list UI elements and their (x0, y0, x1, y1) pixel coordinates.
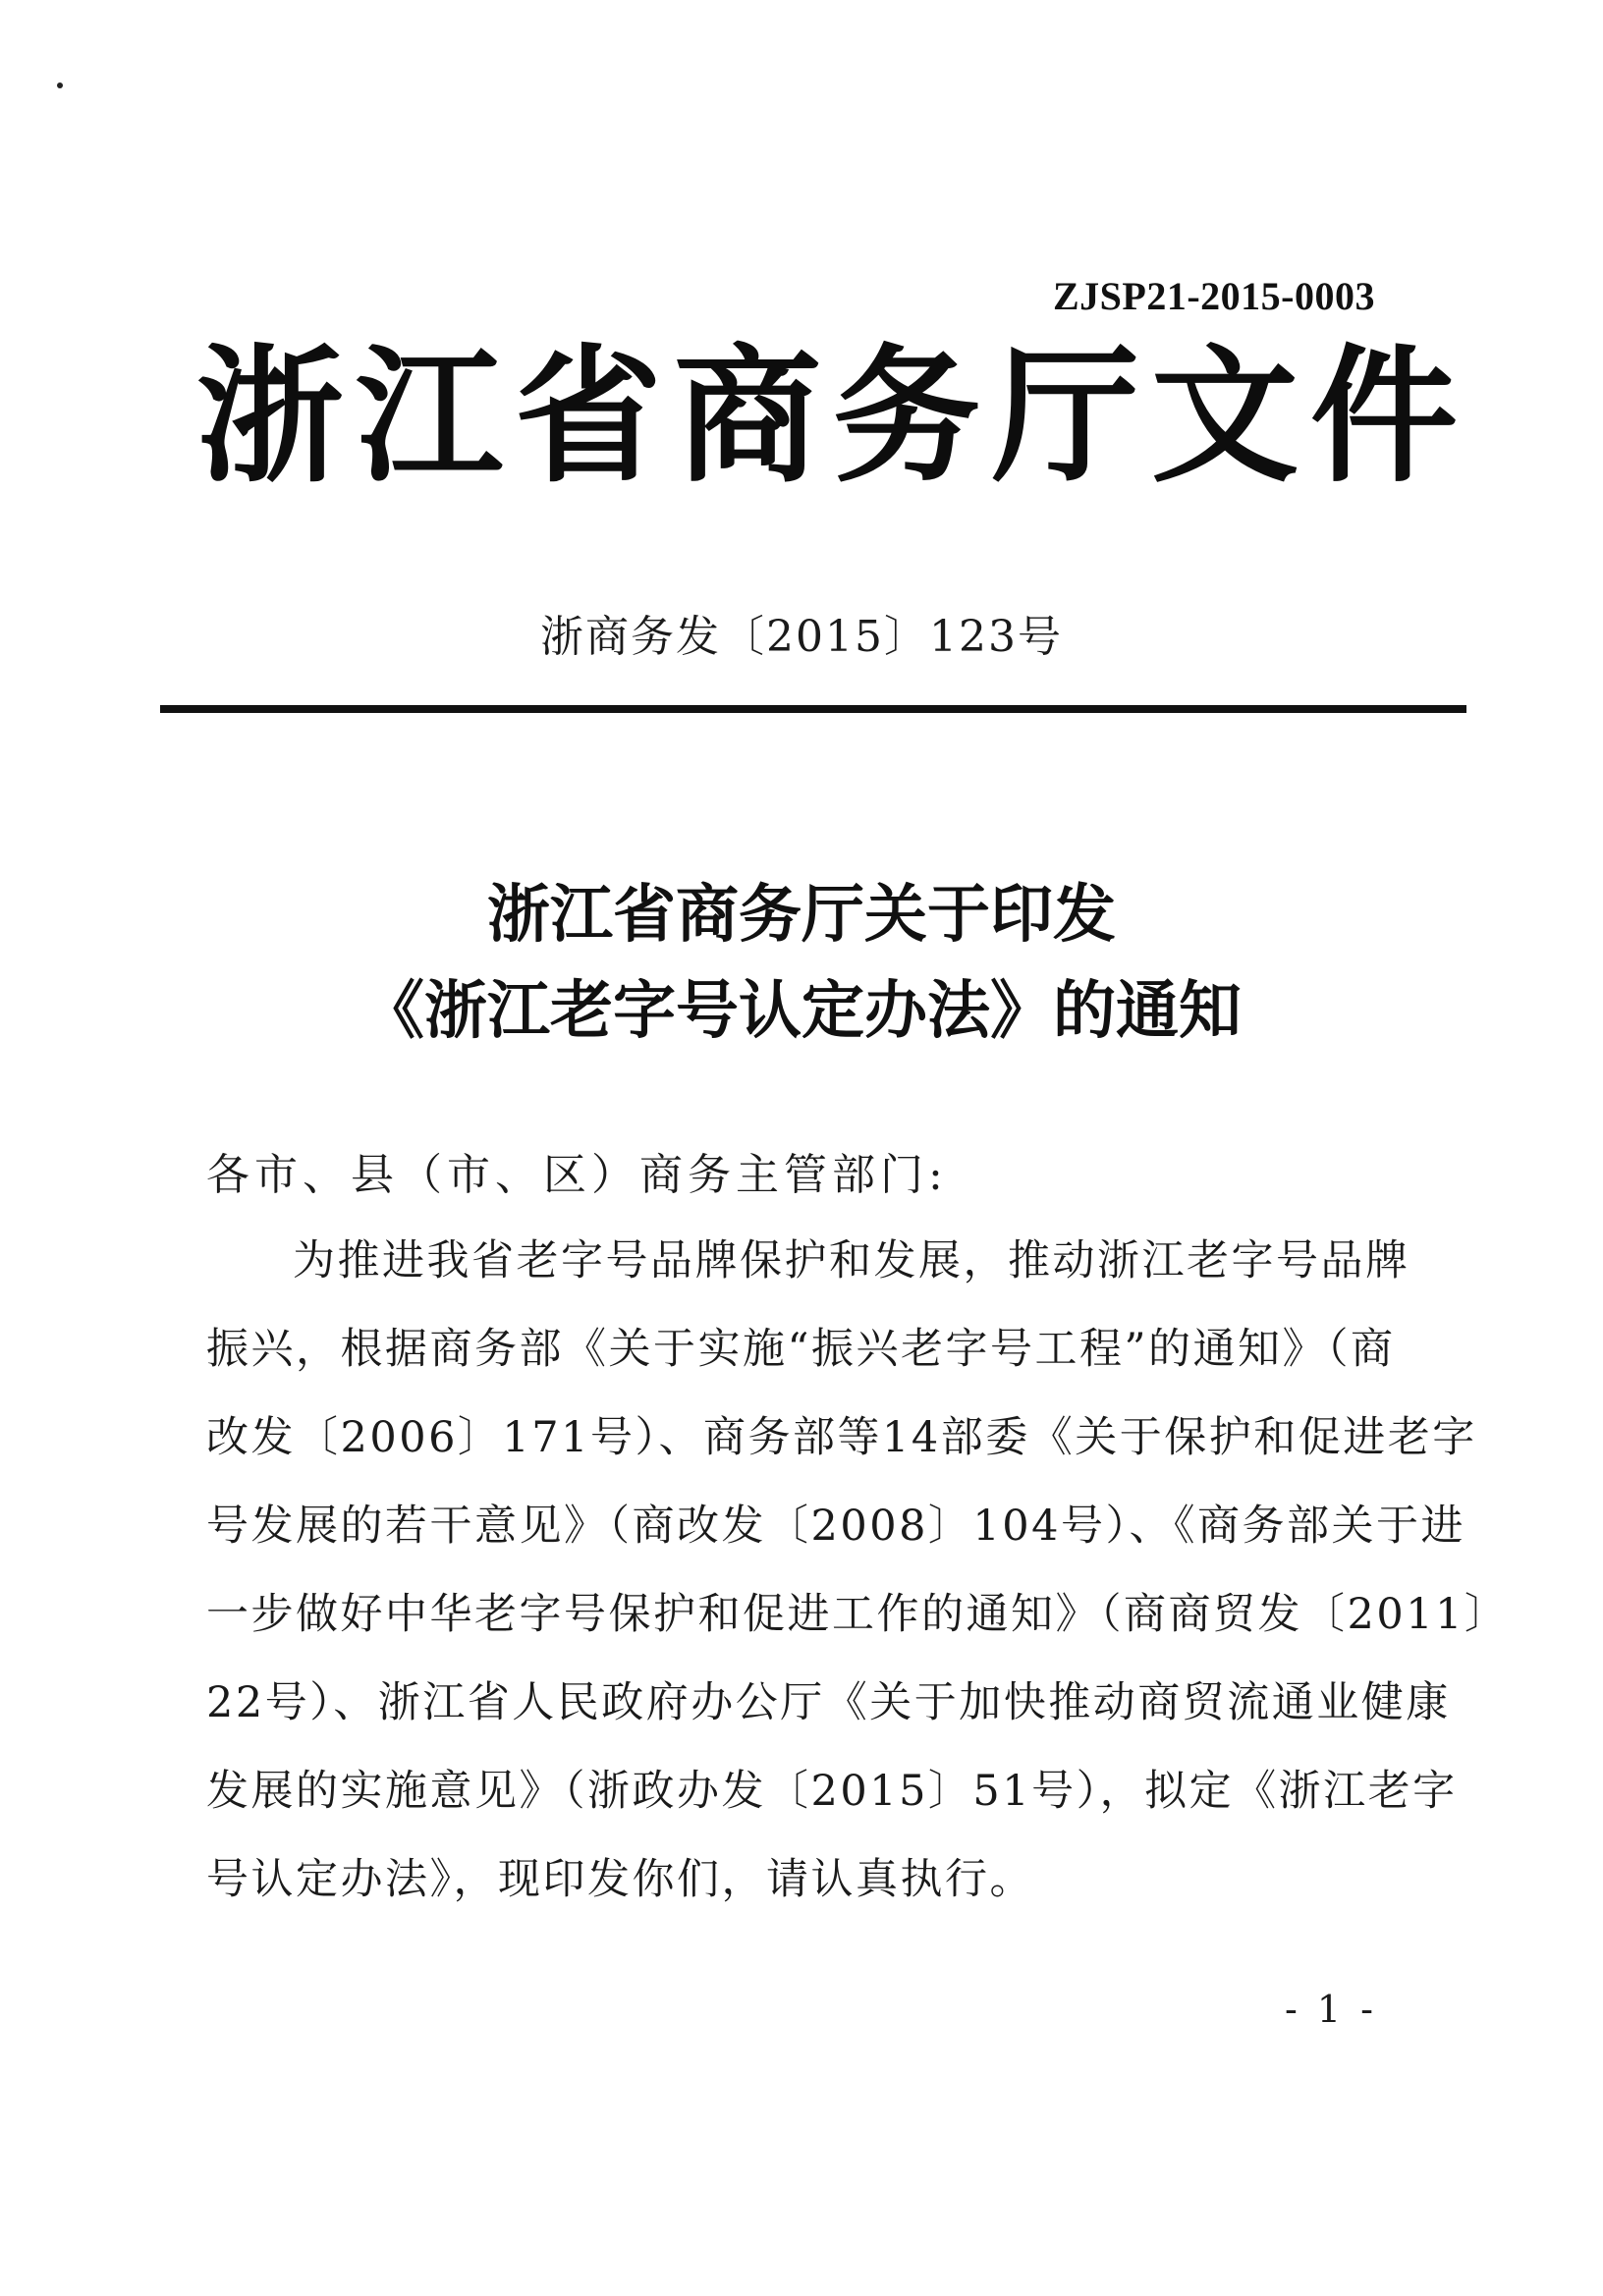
body-line-2: 振兴，根据商务部《关于实施“振兴老字号工程”的通知》（商 (206, 1325, 1396, 1374)
body-line-3: 改发〔2006〕171号）、商务部等14部委《关于保护和促进老字 (206, 1413, 1477, 1462)
document-code: ZJSP21-2015-0003 (1053, 274, 1375, 318)
header-divider (160, 705, 1466, 713)
body-line-8: 号认定办法》，现印发你们，请认真执行。 (206, 1855, 1034, 1904)
body-line-1: 为推进我省老字号品牌保护和发展，推动浙江老字号品牌 (293, 1236, 1410, 1285)
body-line-5: 一步做好中华老字号保护和促进工作的通知》（商商贸发〔2011〕 (206, 1590, 1510, 1639)
notice-title-line-2: 《浙江老字号认定办法》的通知 (361, 975, 1242, 1048)
page-number: - 1 - (1284, 1988, 1377, 2031)
salutation: 各市、县（市、区）商务主管部门: (206, 1150, 948, 1200)
scan-speck (57, 82, 63, 88)
document-number: 浙商务发〔2015〕123号 (540, 612, 1063, 662)
body-line-6: 22号）、浙江省人民政府办公厅《关于加快推动商贸流通业健康 (206, 1678, 1451, 1727)
body-line-7: 发展的实施意见》（浙政办发〔2015〕51号），拟定《浙江老字 (206, 1767, 1458, 1816)
masthead-title: 浙江省商务厅文件 (196, 332, 1470, 503)
body-line-4: 号发展的若干意见》（商改发〔2008〕104号）、《商务部关于进 (206, 1502, 1466, 1551)
notice-title-line-1: 浙江省商务厅关于印发 (487, 879, 1116, 952)
